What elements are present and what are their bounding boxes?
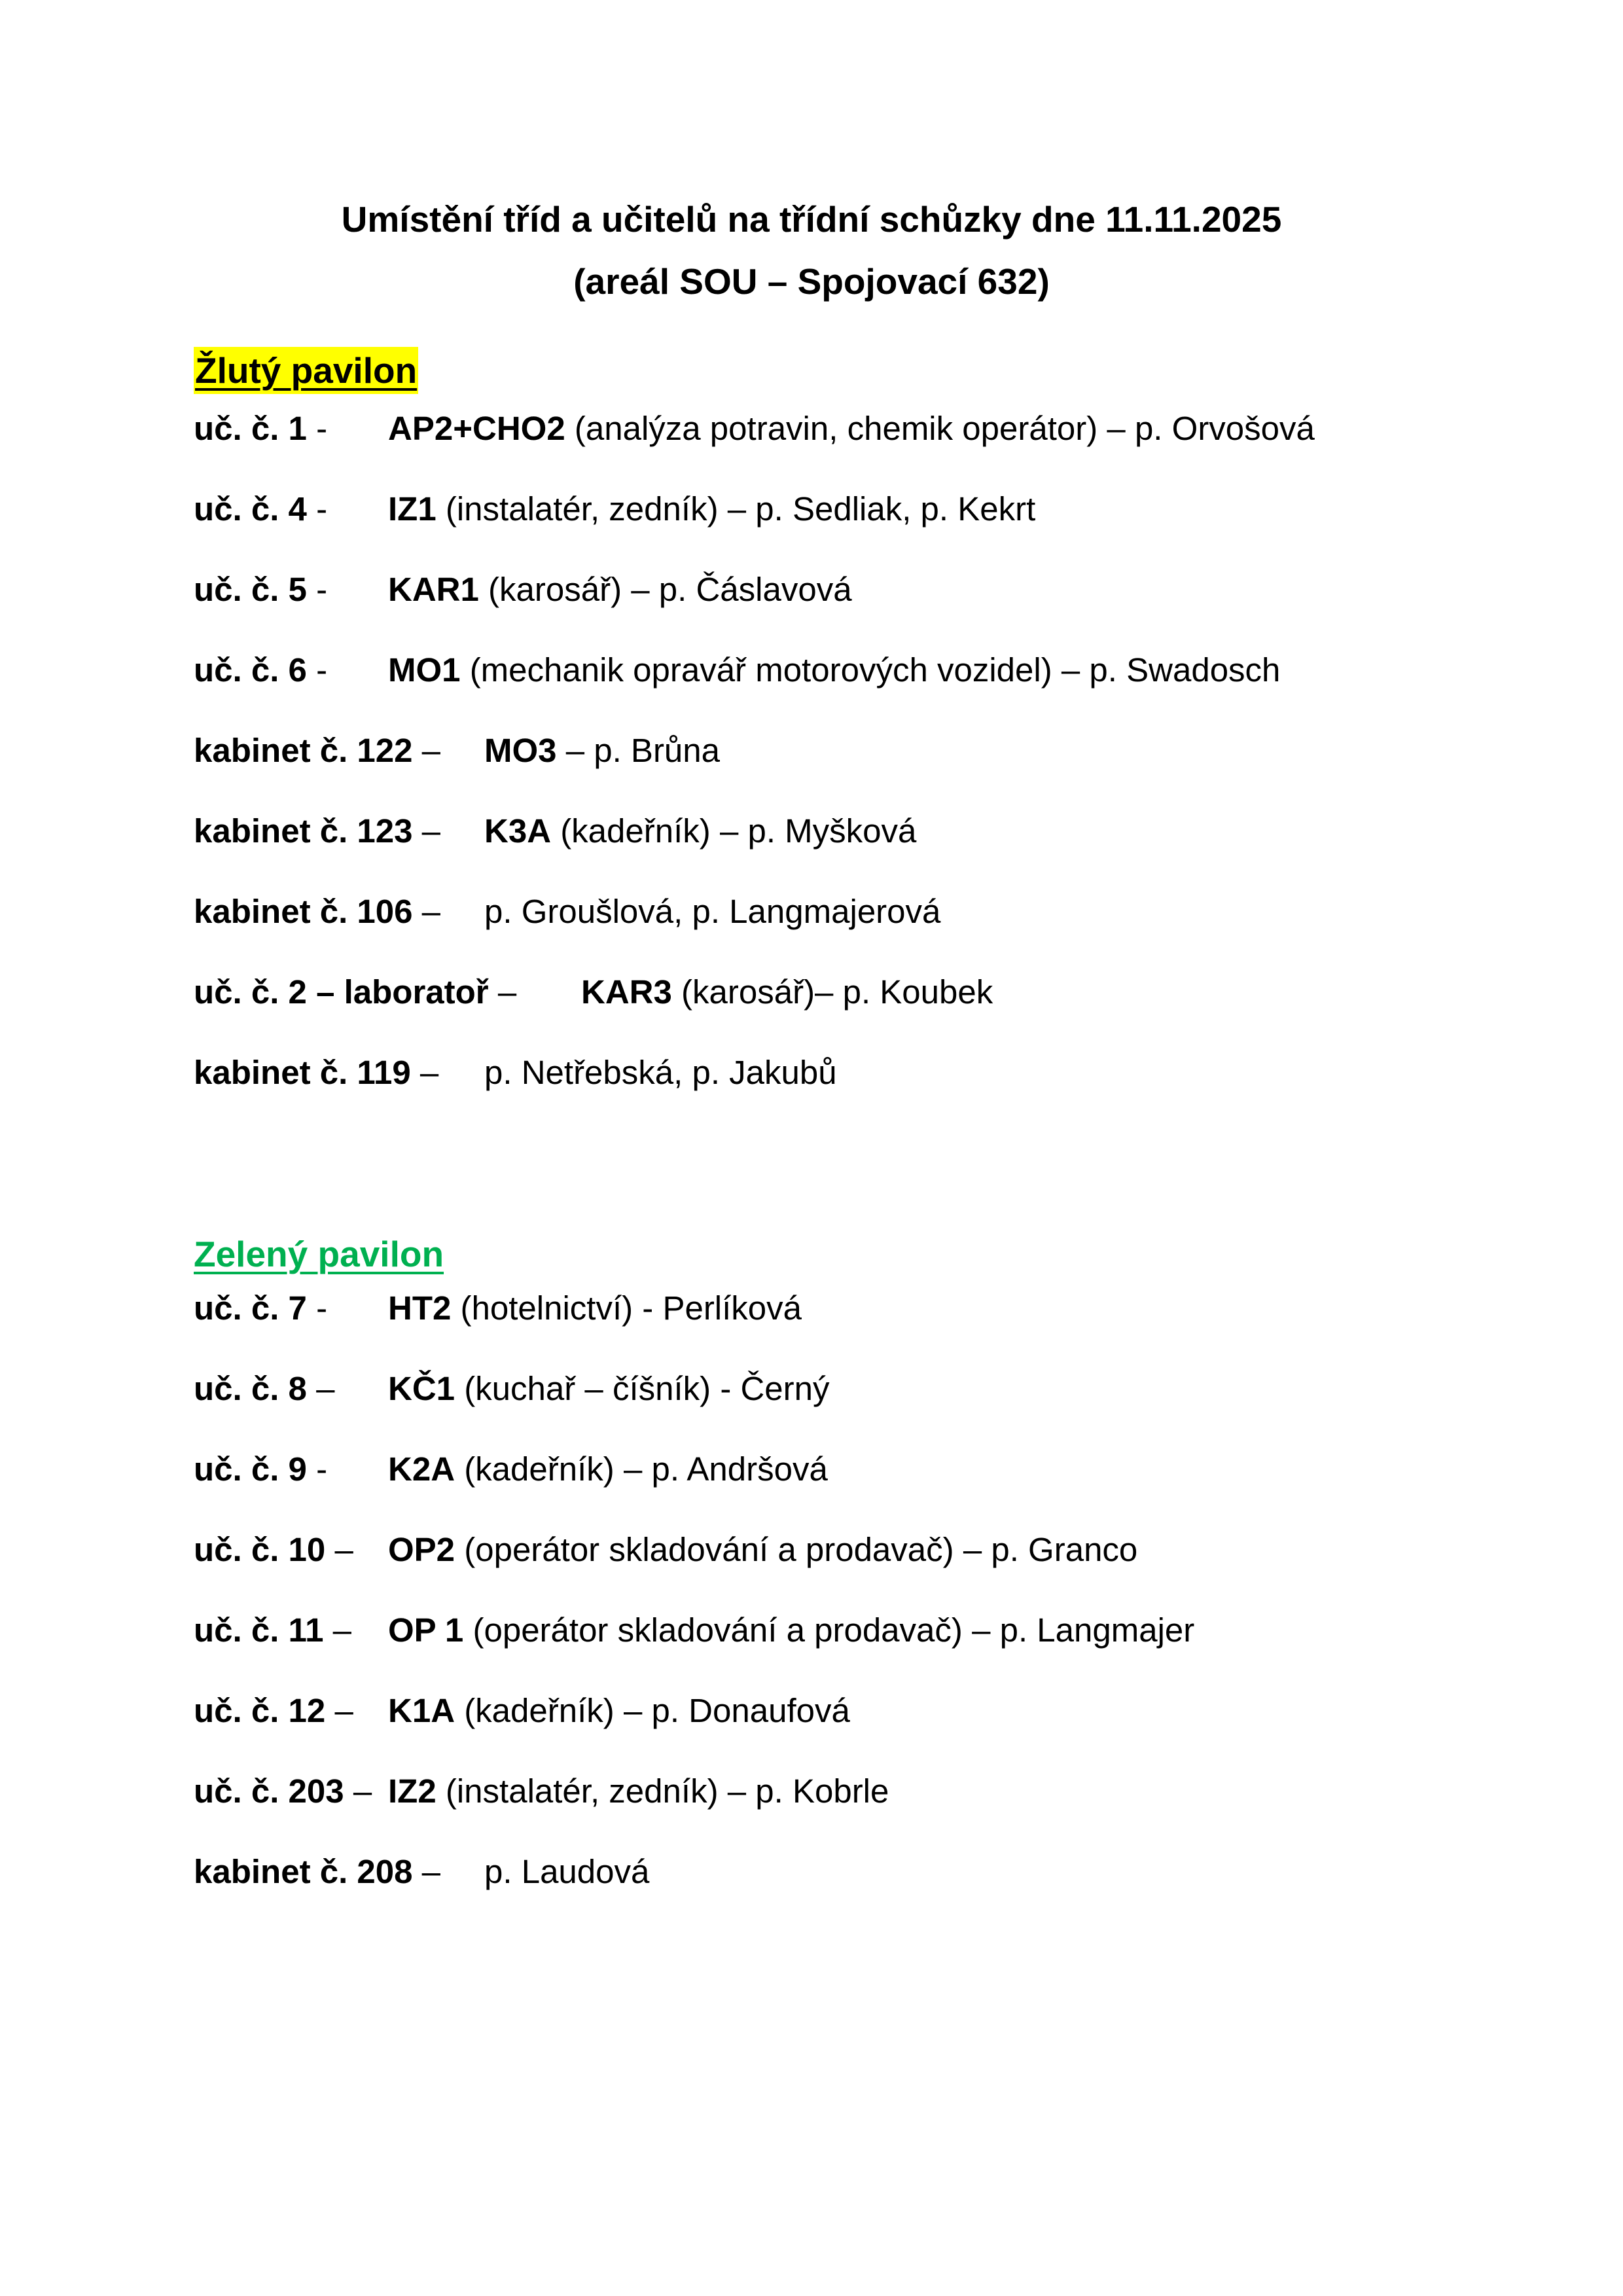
- class-code: K3A: [484, 812, 552, 850]
- class-info: [581, 969, 993, 1015]
- room-label: uč. č. 7 -: [194, 1289, 328, 1327]
- class-info: [388, 1527, 1137, 1573]
- class-detail: p. Groušlová, p. Langmajerová: [484, 893, 941, 930]
- class-detail: p. Laudová: [484, 1853, 650, 1890]
- class-detail: (karosář)– p. Koubek: [671, 973, 993, 1011]
- class-code: MO1: [388, 651, 461, 689]
- room-label: kabinet č. 123 –: [194, 812, 441, 850]
- room-label: kabinet č. 122 –: [194, 732, 441, 769]
- class-info: [484, 808, 916, 854]
- class-detail: (instalatér, zedník) – p. Sedliak, p. Kekrt: [436, 490, 1036, 528]
- class-code: IZ2: [388, 1772, 437, 1810]
- class-info: [388, 567, 852, 613]
- class-info: [388, 1768, 889, 1814]
- class-info: [388, 1366, 830, 1412]
- class-code: MO3: [484, 732, 557, 769]
- class-info: [388, 1688, 850, 1734]
- document-subtitle: (areál SOU – Spojovací 632): [573, 261, 1050, 302]
- room-label: uč. č. 6 -: [194, 651, 328, 689]
- class-detail: (kadeřník) – p. Donaufová: [455, 1692, 850, 1729]
- class-detail: (analýza potravin, chemik operátor) – p. Orvošová: [565, 410, 1315, 447]
- class-info: [484, 1849, 649, 1895]
- class-code: AP2+CHO2: [388, 410, 565, 447]
- room-label: uč. č. 9 -: [194, 1450, 328, 1488]
- class-info: [484, 1050, 837, 1096]
- class-detail: (kuchař – číšník) - Černý: [455, 1370, 830, 1407]
- room-label: uč. č. 2 – laboratoř –: [194, 973, 517, 1011]
- class-code: OP2: [388, 1531, 455, 1568]
- green-pavilion-heading: Zelený pavilon: [194, 1234, 444, 1274]
- document-title: Umístění tříd a učitelů na třídní schůzky dne 11.11.2025: [341, 199, 1282, 240]
- class-info: [388, 406, 1315, 452]
- class-code: KČ1: [388, 1370, 455, 1407]
- class-info: [388, 647, 1280, 693]
- room-label: kabinet č. 106 –: [194, 893, 441, 930]
- room-label: uč. č. 203 –: [194, 1772, 372, 1810]
- class-code: K1A: [388, 1692, 455, 1729]
- class-detail: (hotelnictví) - Perlíková: [451, 1289, 802, 1327]
- room-label: kabinet č. 119 –: [194, 1054, 439, 1091]
- class-info: [388, 1285, 802, 1331]
- class-detail: (operátor skladování a prodavač) – p. Langmajer: [463, 1611, 1195, 1649]
- class-detail: p. Netřebská, p. Jakubů: [484, 1054, 837, 1091]
- room-label: uč. č. 5 -: [194, 571, 328, 608]
- class-code: KAR1: [388, 571, 479, 608]
- class-detail: – p. Brůna: [556, 732, 721, 769]
- class-detail: (karosář) – p. Čáslavová: [478, 571, 852, 608]
- class-code: KAR3: [581, 973, 672, 1011]
- class-detail: (instalatér, zedník) – p. Kobrle: [436, 1772, 889, 1810]
- room-label: uč. č. 1 -: [194, 410, 328, 447]
- yellow-pavilion-heading: Žlutý pavilon: [194, 347, 418, 394]
- room-label: uč. č. 12 –: [194, 1692, 353, 1729]
- class-detail: (kadeřník) – p. Andršová: [455, 1450, 828, 1488]
- class-detail: (mechanik opravář motorových vozidel) – p. Swadosch: [460, 651, 1281, 689]
- room-label: uč. č. 8 –: [194, 1370, 335, 1407]
- class-code: IZ1: [388, 490, 437, 528]
- class-detail: (kadeřník) – p. Myšková: [551, 812, 917, 850]
- class-code: K2A: [388, 1450, 455, 1488]
- class-info: [388, 1607, 1194, 1653]
- class-info: [484, 728, 720, 774]
- class-detail: (operátor skladování a prodavač) – p. Granco: [455, 1531, 1138, 1568]
- room-label: uč. č. 11 –: [194, 1611, 352, 1649]
- room-label: kabinet č. 208 –: [194, 1853, 441, 1890]
- class-info: [484, 889, 940, 935]
- room-label: uč. č. 4 -: [194, 490, 328, 528]
- class-code: HT2: [388, 1289, 452, 1327]
- class-code: OP 1: [388, 1611, 464, 1649]
- class-info: [388, 1446, 828, 1492]
- class-info: [388, 486, 1035, 532]
- room-label: uč. č. 10 –: [194, 1531, 353, 1568]
